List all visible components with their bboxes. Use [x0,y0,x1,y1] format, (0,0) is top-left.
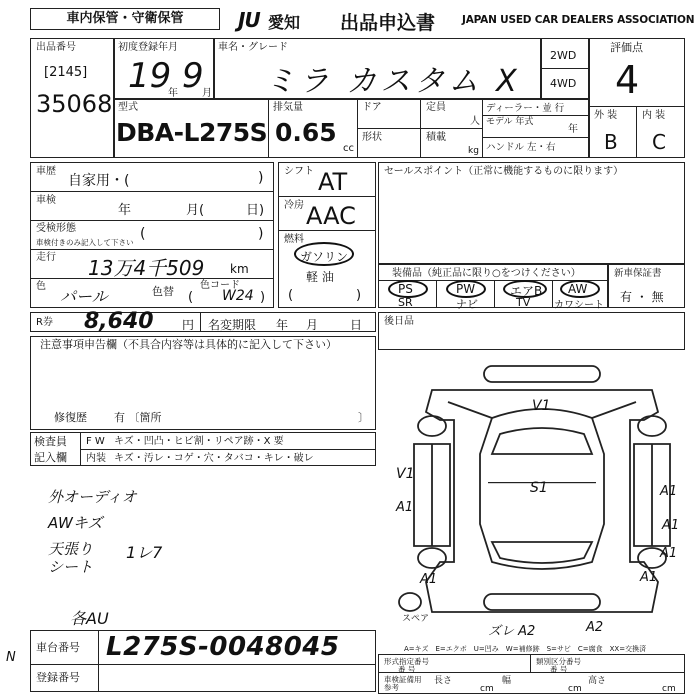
inspector-row2-head: 内装 [86,453,106,464]
shift-value: AT [318,168,348,196]
dealer-parallel: ディーラー・並 行 [486,103,565,114]
capacity-label: 定員 [426,102,446,113]
fuel-open: ( [288,288,294,303]
inspector-label-1: 検査員 [34,435,67,448]
history-label: 車歴 [36,166,56,177]
cert-width-unit: cm [568,684,582,694]
shape-label: 形状 [362,132,382,143]
model-value: DBA-L275S [116,118,268,147]
damage-mark-right-3: A1 [660,546,678,561]
aircon-value: AAC [306,202,356,230]
model-year: モデル 年式 [486,117,534,127]
recycle-value: 8,640 [84,309,154,334]
cert-label: 車検証備用 参考 [384,675,422,692]
damage-mark-rear-2: A2 [586,620,604,635]
aircon-label: 冷房 [284,200,304,211]
form-title: 出品申込書 [340,12,436,34]
inspector-row2: キズ・汚レ・コゲ・穴・タバコ・キレ・破レ [114,453,314,464]
exterior-label: 外 装 [594,110,618,121]
fuel-gasoline: ガソリン [300,250,349,264]
lot-sub-number: [2145] [44,65,88,80]
model-year-unit: 年 [568,124,578,135]
reception-open: ( [140,226,146,242]
equipment-pw: PW [456,282,476,296]
cert-height-unit: cm [662,684,676,694]
cert-height: 高さ [588,676,607,686]
name-change-label: 名変期限 [208,318,257,332]
fuel-diesel: 軽 油 [306,270,334,284]
cert-width: 幅 [502,676,512,686]
sales-point-block [378,162,685,264]
recycle-block [30,312,376,332]
color-code-close: ) [260,290,266,305]
handwritten-note-3: 天張り [48,540,94,558]
car-name-value: ミラ カスタム X [265,64,521,99]
equipment-sr: SR [398,296,413,309]
notes-label: 注意事項申告欄（不具合内容等は具体的に記入して下さい） [40,338,337,351]
inspection-day: 日) [246,203,265,218]
damage-mark-right-1: A1 [660,484,678,499]
fuel-label: 燃料 [284,234,304,245]
handwritten-note-5: 1レ7 [126,543,163,562]
year-unit: 年 [168,88,178,99]
fuel-gasoline-circle [294,242,354,266]
lot-number: 35068 [36,90,113,118]
warranty-value: 有 ・ 無 [620,290,664,304]
damage-mark-roof: V1 [532,398,551,414]
reception-note: 車検付きのみ記入して下さい [36,238,134,247]
drive-2wd: 2WD [550,49,577,62]
reception-close: ) [258,226,264,242]
first-registration-year: 19 [128,56,172,96]
color-label: 色 [36,281,46,292]
chassis-label: 車台番号 [36,641,80,654]
chassis-value: L275S-0048045 [106,632,340,662]
equipment-tv: TV [516,296,531,309]
handwritten-note-4: シート [48,558,94,576]
first-registration-month: 9 [182,56,204,96]
score-value: 4 [615,58,640,102]
handle-side: ハンドル 左・右 [486,142,556,153]
damage-mark-left-1: V1 [396,466,415,482]
equipment-aw: AW [568,282,588,296]
back-date-block [378,312,685,350]
inspector-label-2: 記入欄 [34,451,67,464]
color-change-label: 色替 [152,285,174,298]
damage-legend: A=キズ E=エクボ U=凹み W=補修跡 S=サビ C=腐食 XX=交換済 [404,645,647,653]
damage-mark-left-2: A1 [396,500,414,515]
classification-sub: 番 号 [550,665,568,674]
inspector-row1: キズ・凹凸・ヒビ割・リペア跡・X 要 [114,436,284,447]
displacement-value: 0.65 [275,118,337,147]
inspector-row1-head: F W [86,436,105,447]
color-code-open: ( [188,290,194,305]
registration-label: 登録番号 [36,671,80,684]
color-code-value: W24 [222,288,254,304]
mileage-label: 走行 [36,252,56,263]
first-registration-label: 初度登録年月 [118,42,178,53]
equipment-label: 装備品（純正品に限り○をつけください） [392,268,581,279]
model-label: 型式 [118,102,138,113]
history-close: ) [258,170,264,186]
lot-number-label: 出品番号 [36,42,76,53]
exterior-grade: B [604,130,618,154]
inspection-month: 月( [186,203,205,218]
drive-4wd: 4WD [550,77,577,90]
mileage-value: 13万4千509 [88,256,205,280]
classification-label: 類別区分番号 [536,657,581,666]
capacity-unit: 人 [470,116,480,127]
handwritten-note-2: AWキズ [48,514,103,532]
designation-label: 形式指定番号 [384,657,429,666]
equipment-ps: PS [398,282,413,296]
repair-label: 修復歴 [54,411,87,424]
load-unit: kg [468,146,479,156]
damage-mark-center: S1 [530,480,548,496]
color-code-label: 色コード [200,280,240,291]
margin-mark: N [6,650,16,665]
name-change-month: 月 [306,318,319,332]
inspection-label: 車検 [36,195,56,206]
name-change-year: 年 [276,318,289,332]
mileage-unit: km [230,262,249,276]
damage-mark-rear-1: ズレ A2 [488,624,536,639]
equipment-navi: ナビ [456,298,478,311]
repair-close: 〕 [358,411,369,424]
recycle-label: R券 [36,317,53,328]
damage-mark-right-2: A1 [662,518,680,533]
cert-length: 長さ [434,676,453,686]
equipment-seat: カワシート [554,300,604,311]
recycle-unit: 円 [182,318,195,332]
interior-label: 内 装 [642,110,666,121]
inspection-year: 年 [118,203,132,218]
load-label: 積載 [426,132,446,143]
damage-mark-left-3: A1 [420,572,438,587]
org-english: JAPAN USED CAR DEALERS ASSOCIATION [462,14,695,26]
reception-label: 受検形態 [36,223,76,234]
name-change-day: 日 [350,318,363,332]
bottom-note: 各AU [70,609,109,628]
displacement-unit: cc [343,143,354,154]
handwritten-note-1: 外オーディオ [48,488,137,506]
door-label: ドア [362,102,382,113]
displacement-label: 排気量 [273,102,303,113]
org-name: 愛知 [268,13,301,32]
history-value: 自家用・( [68,173,130,189]
cert-length-unit: cm [480,684,494,694]
color-value: パール [60,287,108,306]
shift-label: シフト [284,166,314,177]
repair-value: 有 〔箇所 [114,411,162,424]
fuel-close: ) [356,288,362,303]
storage-label: 車内保管・守衛保管 [30,8,220,30]
car-name-label: 車名・グレード [218,42,288,53]
ju-logo: JU [238,8,260,32]
warranty-label: 新車保証書 [614,268,662,279]
damage-mark-right-4: A1 [640,570,658,585]
designation-sub: 番 号 [398,665,416,674]
score-label: 評価点 [610,41,643,54]
month-unit: 月 [202,88,212,99]
interior-grade: C [652,130,666,154]
back-date-label: 後日品 [384,316,414,327]
spare-label: スペア [402,614,430,624]
sales-point-label: セールスポイント（正常に機能するものに限ります） [384,166,624,177]
equipment-airbag: エアB [510,284,543,298]
